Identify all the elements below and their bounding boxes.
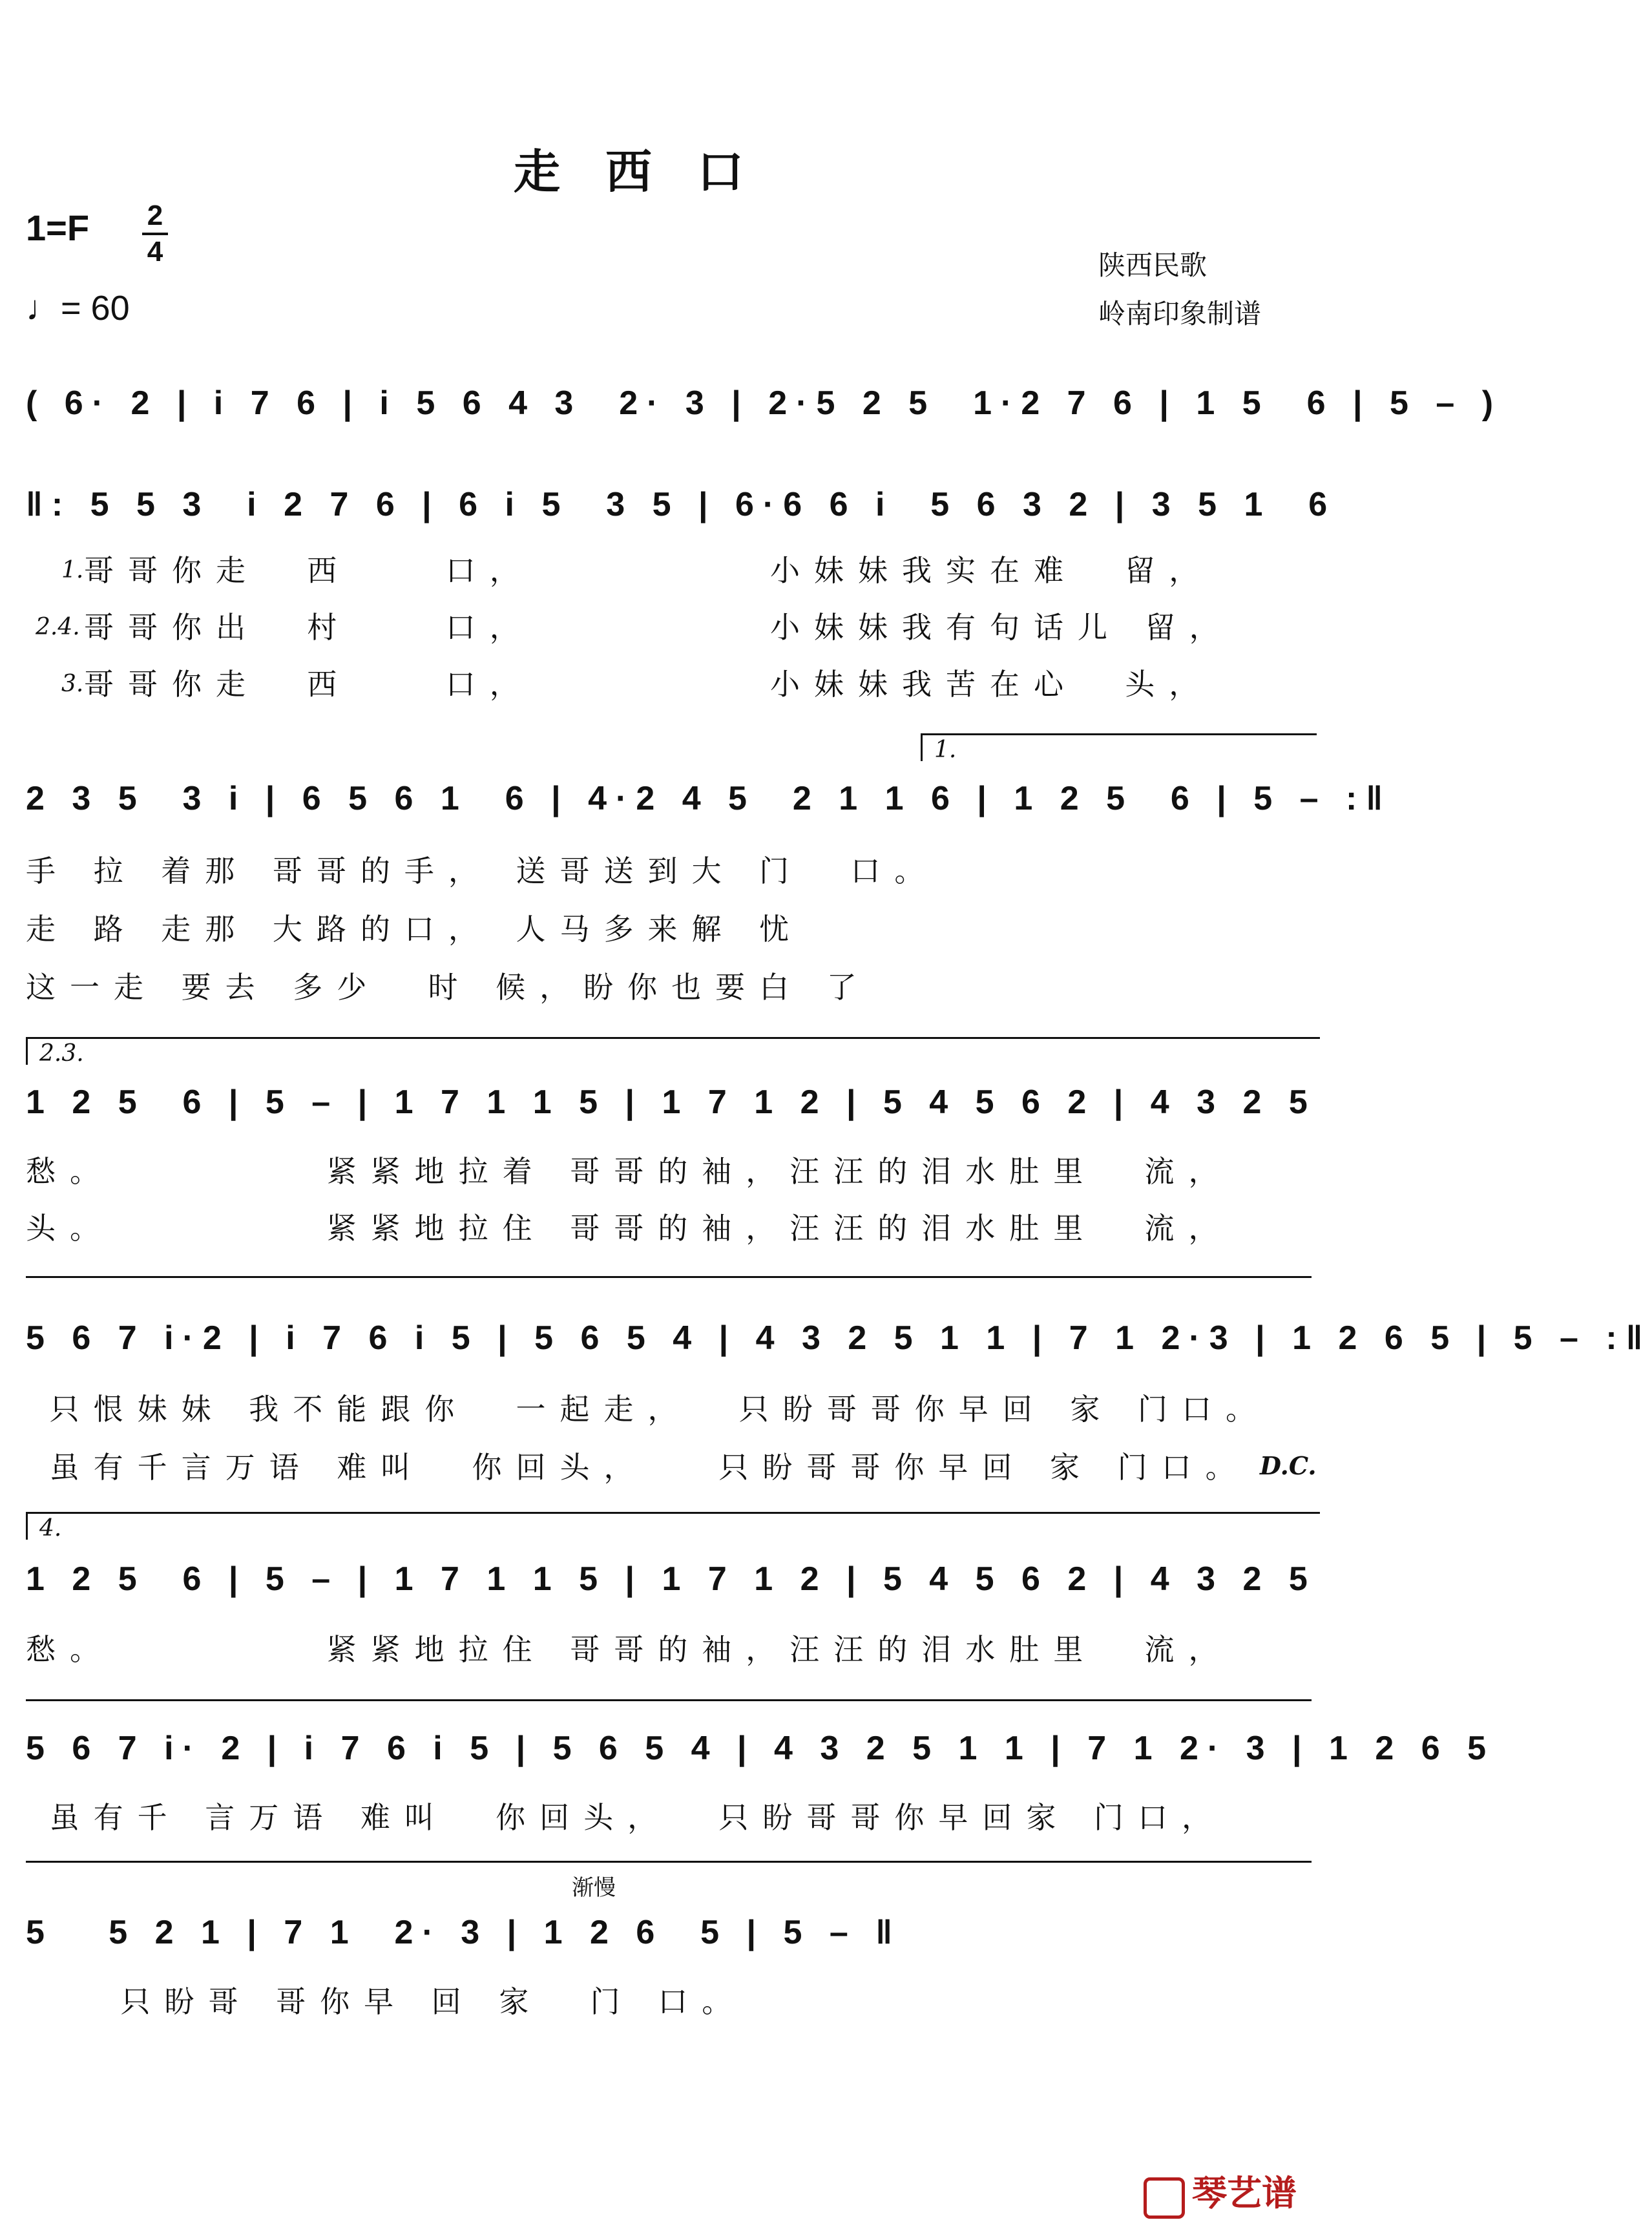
- logo-text: 琴艺谱: [1192, 2173, 1297, 2214]
- meter-bottom: 4: [147, 236, 163, 267]
- lyric-line: 愁。 紧紧地拉住 哥哥的袖，汪汪的泪水肚里 流，: [26, 1632, 1233, 1667]
- volta-label: 2.3.: [39, 1040, 84, 1067]
- volta-line: [26, 1276, 1312, 1278]
- lyric-line: 只盼哥 哥你早 回 家 门 口。: [26, 1984, 746, 2019]
- meter-divider: [142, 233, 168, 235]
- lyric-line: 虽有千 言万语 难叫 你回头， 只盼哥哥你早回家 门口，: [26, 1800, 1226, 1835]
- system-1-notes: ( 6· 2 | i 7 6 | i 5 6 4 3 2· 3 | 2·5 2 5 1·2 7 6 | 1 5 6 | 5 – ): [26, 384, 1503, 422]
- lyric-line: 虽有千言万语 难叫 你回头， 只盼哥哥你早回 家 门口。: [26, 1450, 1249, 1485]
- lyric-line: 愁。 紧紧地拉着 哥哥的袖，汪汪的泪水肚里 流，: [26, 1154, 1233, 1189]
- volta-line: [26, 1699, 1312, 1701]
- system-3-notes: 2 3 5 3 i | 6 5 6 1 6 | 4·2 4 5 2 1 1 6 | 1 2 5 6 | 5 – :‖: [26, 780, 1392, 817]
- verse-number: 3.: [61, 671, 84, 697]
- system-2-notes: ‖: 5 5 3 i 2 7 6 | 6 i 5 3 5 | 6·6 6 i 5 6 3 2 | 3 5 1 6: [26, 486, 1337, 523]
- system-6-notes: 1 2 5 6 | 5 – | 1 7 1 1 5 | 1 7 1 2 | 5 4 5 6 2 | 4 3 2 5: [26, 1560, 1317, 1598]
- lyric-line: 只恨妹妹 我不能跟你 一起走， 只盼哥哥你早回 家 门口。: [26, 1392, 1270, 1427]
- page-title: 走西口: [514, 144, 789, 199]
- key-signature: 1=F: [26, 207, 90, 248]
- arranger-credit: 岭南印象制谱: [1098, 298, 1262, 330]
- verse-number: 1.: [61, 557, 84, 583]
- system-7-notes: 5 6 7 i· 2 | i 7 6 i 5 | 5 6 5 4 | 4 3 2 5 1 1 | 7 1 2· 3 | 1 2 6 5: [26, 1730, 1496, 1767]
- system-8-notes: 5 5 2 1 | 7 1 2· 3 | 1 2 6 5 | 5 – ‖: [26, 1914, 902, 1951]
- da-capo-mark: D.C.: [1260, 1451, 1317, 1480]
- volta-label: 4.: [39, 1515, 62, 1542]
- lyric-line: 头。 紧紧地拉住 哥哥的袖，汪汪的泪水肚里 流，: [26, 1211, 1233, 1246]
- logo-icon: [1144, 2177, 1185, 2219]
- lyric-line: 哥哥你走 西 口， 小妹妹我苦在心 头，: [84, 667, 1213, 702]
- volta-label: 1.: [934, 737, 957, 763]
- tempo-direction: 渐慢: [572, 1875, 616, 1901]
- tempo-marking: ♩= 60: [26, 289, 130, 328]
- volta-line: [26, 1861, 1312, 1863]
- system-5-notes: 5 6 7 i·2 | i 7 6 i 5 | 5 6 5 4 | 4 3 2 5 1 1 | 7 1 2·3 | 1 2 6 5 | 5 – :‖: [26, 1319, 1652, 1357]
- volta-bracket: [921, 733, 1317, 761]
- lyric-line: 手 拉 着那 哥哥的手， 送哥送到大 门 口。: [26, 854, 939, 888]
- system-4-notes: 1 2 5 6 | 5 – | 1 7 1 1 5 | 1 7 1 2 | 5 4 5 6 2 | 4 3 2 5: [26, 1084, 1317, 1121]
- lyric-line: 这一走 要去 多少 时 候，盼你也要白 了: [26, 970, 871, 1005]
- verse-number: 2.4.: [36, 614, 80, 640]
- origin-credit: 陕西民歌: [1098, 249, 1208, 281]
- lyric-line: 哥哥你走 西 口， 小妹妹我实在难 留，: [84, 553, 1213, 588]
- lyric-line: 哥哥你出 村 口， 小妹妹我有句话儿 留，: [84, 610, 1233, 645]
- volta-bracket: [26, 1037, 1320, 1065]
- lyric-line: 走 路 走那 大路的口， 人马多来解 忧: [26, 912, 804, 947]
- meter-top: 2: [147, 200, 163, 231]
- volta-bracket: [26, 1512, 1320, 1540]
